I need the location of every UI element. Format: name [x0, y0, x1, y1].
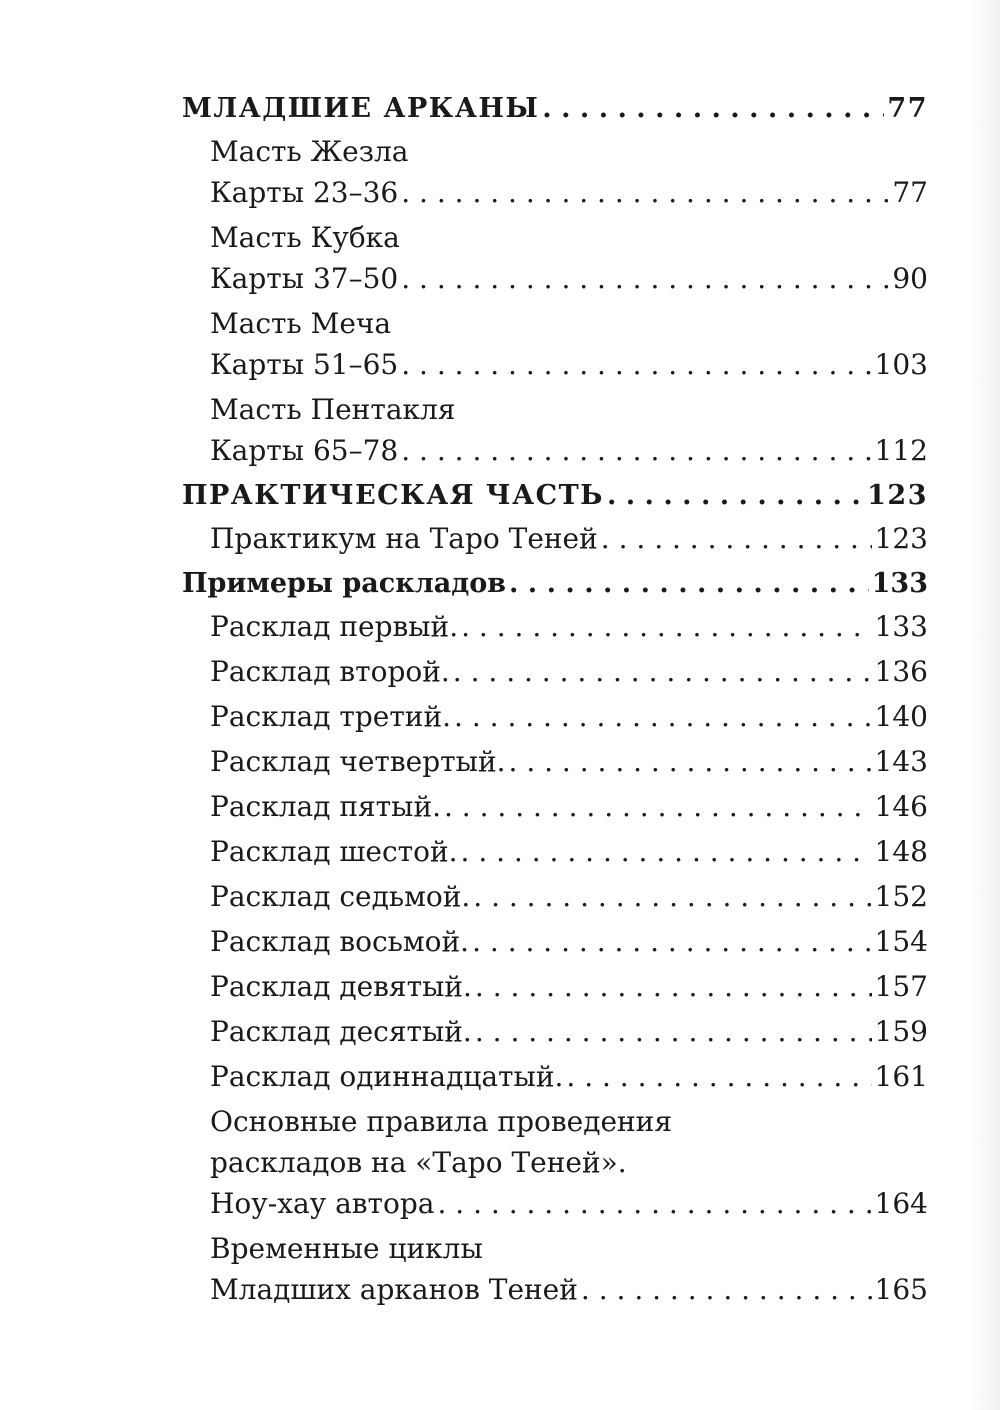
toc-entry-title: Ноу-хау автора [210, 1187, 435, 1220]
toc-entry-line [210, 1269, 928, 1310]
dot-leader [401, 258, 889, 299]
toc-entry-line [210, 831, 928, 872]
toc-entry-text: раскладов на «Таро Теней». [210, 1146, 627, 1179]
dot-leader [472, 921, 871, 962]
toc-section-line [182, 475, 928, 516]
toc-entry[interactable] [182, 389, 928, 471]
toc-section-line [182, 88, 928, 129]
dot-leader [509, 563, 869, 604]
toc-entry[interactable] [182, 651, 928, 692]
dot-leader [473, 876, 871, 917]
toc-entry-title: Расклад шестой. [210, 835, 458, 868]
toc-entry-line [210, 786, 928, 827]
toc-entry-text: Масть Жезла [210, 135, 409, 168]
toc-entry-title: Расклад первый. [210, 610, 459, 643]
toc-entry-line [210, 1056, 928, 1097]
toc-entry-line [210, 172, 928, 213]
dot-leader [601, 518, 872, 559]
toc-entry-title: Расклад девятый. [210, 970, 472, 1003]
toc-entry-title: Расклад десятый. [210, 1015, 472, 1048]
toc-page-number: 152 [874, 880, 928, 913]
toc-entry-text: Временные циклы [210, 1232, 483, 1265]
toc-entry-title: Карты 51–65 [210, 348, 399, 381]
toc-entry[interactable] [182, 741, 928, 782]
toc-entry-line [210, 876, 928, 917]
toc-page-number: 133 [874, 610, 928, 643]
toc-entry-title: Расклад седьмой. [210, 880, 471, 913]
toc-entry-line [210, 344, 928, 385]
dot-leader [454, 696, 872, 737]
toc-entry-line [210, 696, 928, 737]
toc-entry-title: Расклад одиннадцатый. [210, 1060, 564, 1093]
toc-page-number: 123 [874, 522, 928, 555]
toc-entry-title: Практикум на Таро Теней [210, 522, 598, 555]
toc-entry-title: Карты 37–50 [210, 262, 399, 295]
dot-leader [509, 741, 872, 782]
toc-entry-title: Расклад третий. [210, 700, 452, 733]
toc-entry[interactable] [182, 966, 928, 1007]
toc-entry[interactable] [182, 1228, 928, 1310]
toc-entry[interactable] [182, 1056, 928, 1097]
toc-entry-line [210, 651, 928, 692]
toc-page-number: 123 [867, 480, 928, 511]
dot-leader [444, 786, 872, 827]
toc-entry[interactable] [182, 1011, 928, 1052]
toc-entry-line [210, 1183, 928, 1224]
toc-section[interactable] [182, 563, 928, 604]
toc-entry[interactable] [182, 831, 928, 872]
toc-page-number: 161 [874, 1060, 928, 1093]
toc-entry-line [210, 741, 928, 782]
toc-entry[interactable] [182, 131, 928, 213]
dot-leader [401, 344, 871, 385]
toc-page-number: 165 [874, 1273, 928, 1306]
toc-section-title: ПРАКТИЧЕСКАЯ ЧАСТЬ [182, 480, 604, 511]
dot-leader [461, 831, 872, 872]
toc-section-line [182, 563, 928, 604]
toc-entry-text: Масть Пентакля [210, 393, 456, 426]
toc-page-number: 154 [874, 925, 928, 958]
dot-leader [438, 1183, 872, 1224]
toc-page-number: 140 [874, 700, 928, 733]
toc-entry[interactable] [182, 921, 928, 962]
toc-entry-title: Расклад четвертый. [210, 745, 506, 778]
toc-page-number: 159 [874, 1015, 928, 1048]
toc-entry-text: Основные правила проведения [210, 1105, 672, 1138]
toc-section-title: МЛАДШИЕ АРКАНЫ [182, 93, 540, 124]
toc-page-number: 77 [892, 176, 928, 209]
dot-leader [475, 966, 872, 1007]
dot-leader [542, 88, 884, 129]
toc-entry-title: Расклад второй. [210, 655, 450, 688]
toc-page-number: 164 [874, 1187, 928, 1220]
toc-entry[interactable] [182, 606, 928, 647]
dot-leader [475, 1011, 872, 1052]
toc-section-title: Примеры раскладов [182, 568, 506, 599]
toc-entry-title: Карты 23–36 [210, 176, 399, 209]
toc-entry-line [210, 921, 928, 962]
toc-page-number: 77 [887, 93, 928, 124]
toc-entry-line [210, 518, 928, 559]
toc-entry-title: Расклад пятый. [210, 790, 441, 823]
toc-entry[interactable] [182, 696, 928, 737]
toc-entry[interactable] [182, 786, 928, 827]
toc-entry[interactable] [182, 303, 928, 385]
toc-page-number: 112 [874, 434, 928, 467]
dot-leader [607, 475, 864, 516]
toc-page-number: 157 [874, 970, 928, 1003]
toc-page-number: 143 [874, 745, 928, 778]
toc-entry-line [210, 430, 928, 471]
toc-section[interactable] [182, 475, 928, 516]
toc-page-number: 103 [874, 348, 928, 381]
toc-page-number: 148 [874, 835, 928, 868]
toc-entry-line [210, 606, 928, 647]
toc-page-number: 90 [892, 262, 928, 295]
dot-leader [566, 1056, 871, 1097]
toc-page-number: 146 [874, 790, 928, 823]
dot-leader [401, 172, 889, 213]
toc-entry[interactable] [182, 876, 928, 917]
toc-entry-line [210, 258, 928, 299]
table-of-contents [182, 84, 928, 1314]
toc-entry-text: Масть Кубка [210, 221, 400, 254]
toc-entry[interactable] [182, 1101, 928, 1224]
dot-leader [581, 1269, 872, 1310]
toc-entry-line [210, 1011, 928, 1052]
dot-leader [401, 430, 871, 471]
toc-entry-title: Расклад восьмой. [210, 925, 470, 958]
page-edge-shadow [970, 0, 1000, 1410]
toc-section[interactable] [182, 88, 928, 129]
toc-entry[interactable] [182, 217, 928, 299]
toc-entry[interactable] [182, 518, 928, 559]
toc-page-number: 133 [871, 568, 928, 599]
dot-leader [453, 651, 872, 692]
dot-leader [461, 606, 871, 647]
toc-entry-line [210, 966, 928, 1007]
toc-entry-title: Младших арканов Теней [210, 1273, 578, 1306]
toc-entry-text: Масть Меча [210, 307, 392, 340]
toc-page-number: 136 [874, 655, 928, 688]
toc-entry-title: Карты 65–78 [210, 434, 399, 467]
